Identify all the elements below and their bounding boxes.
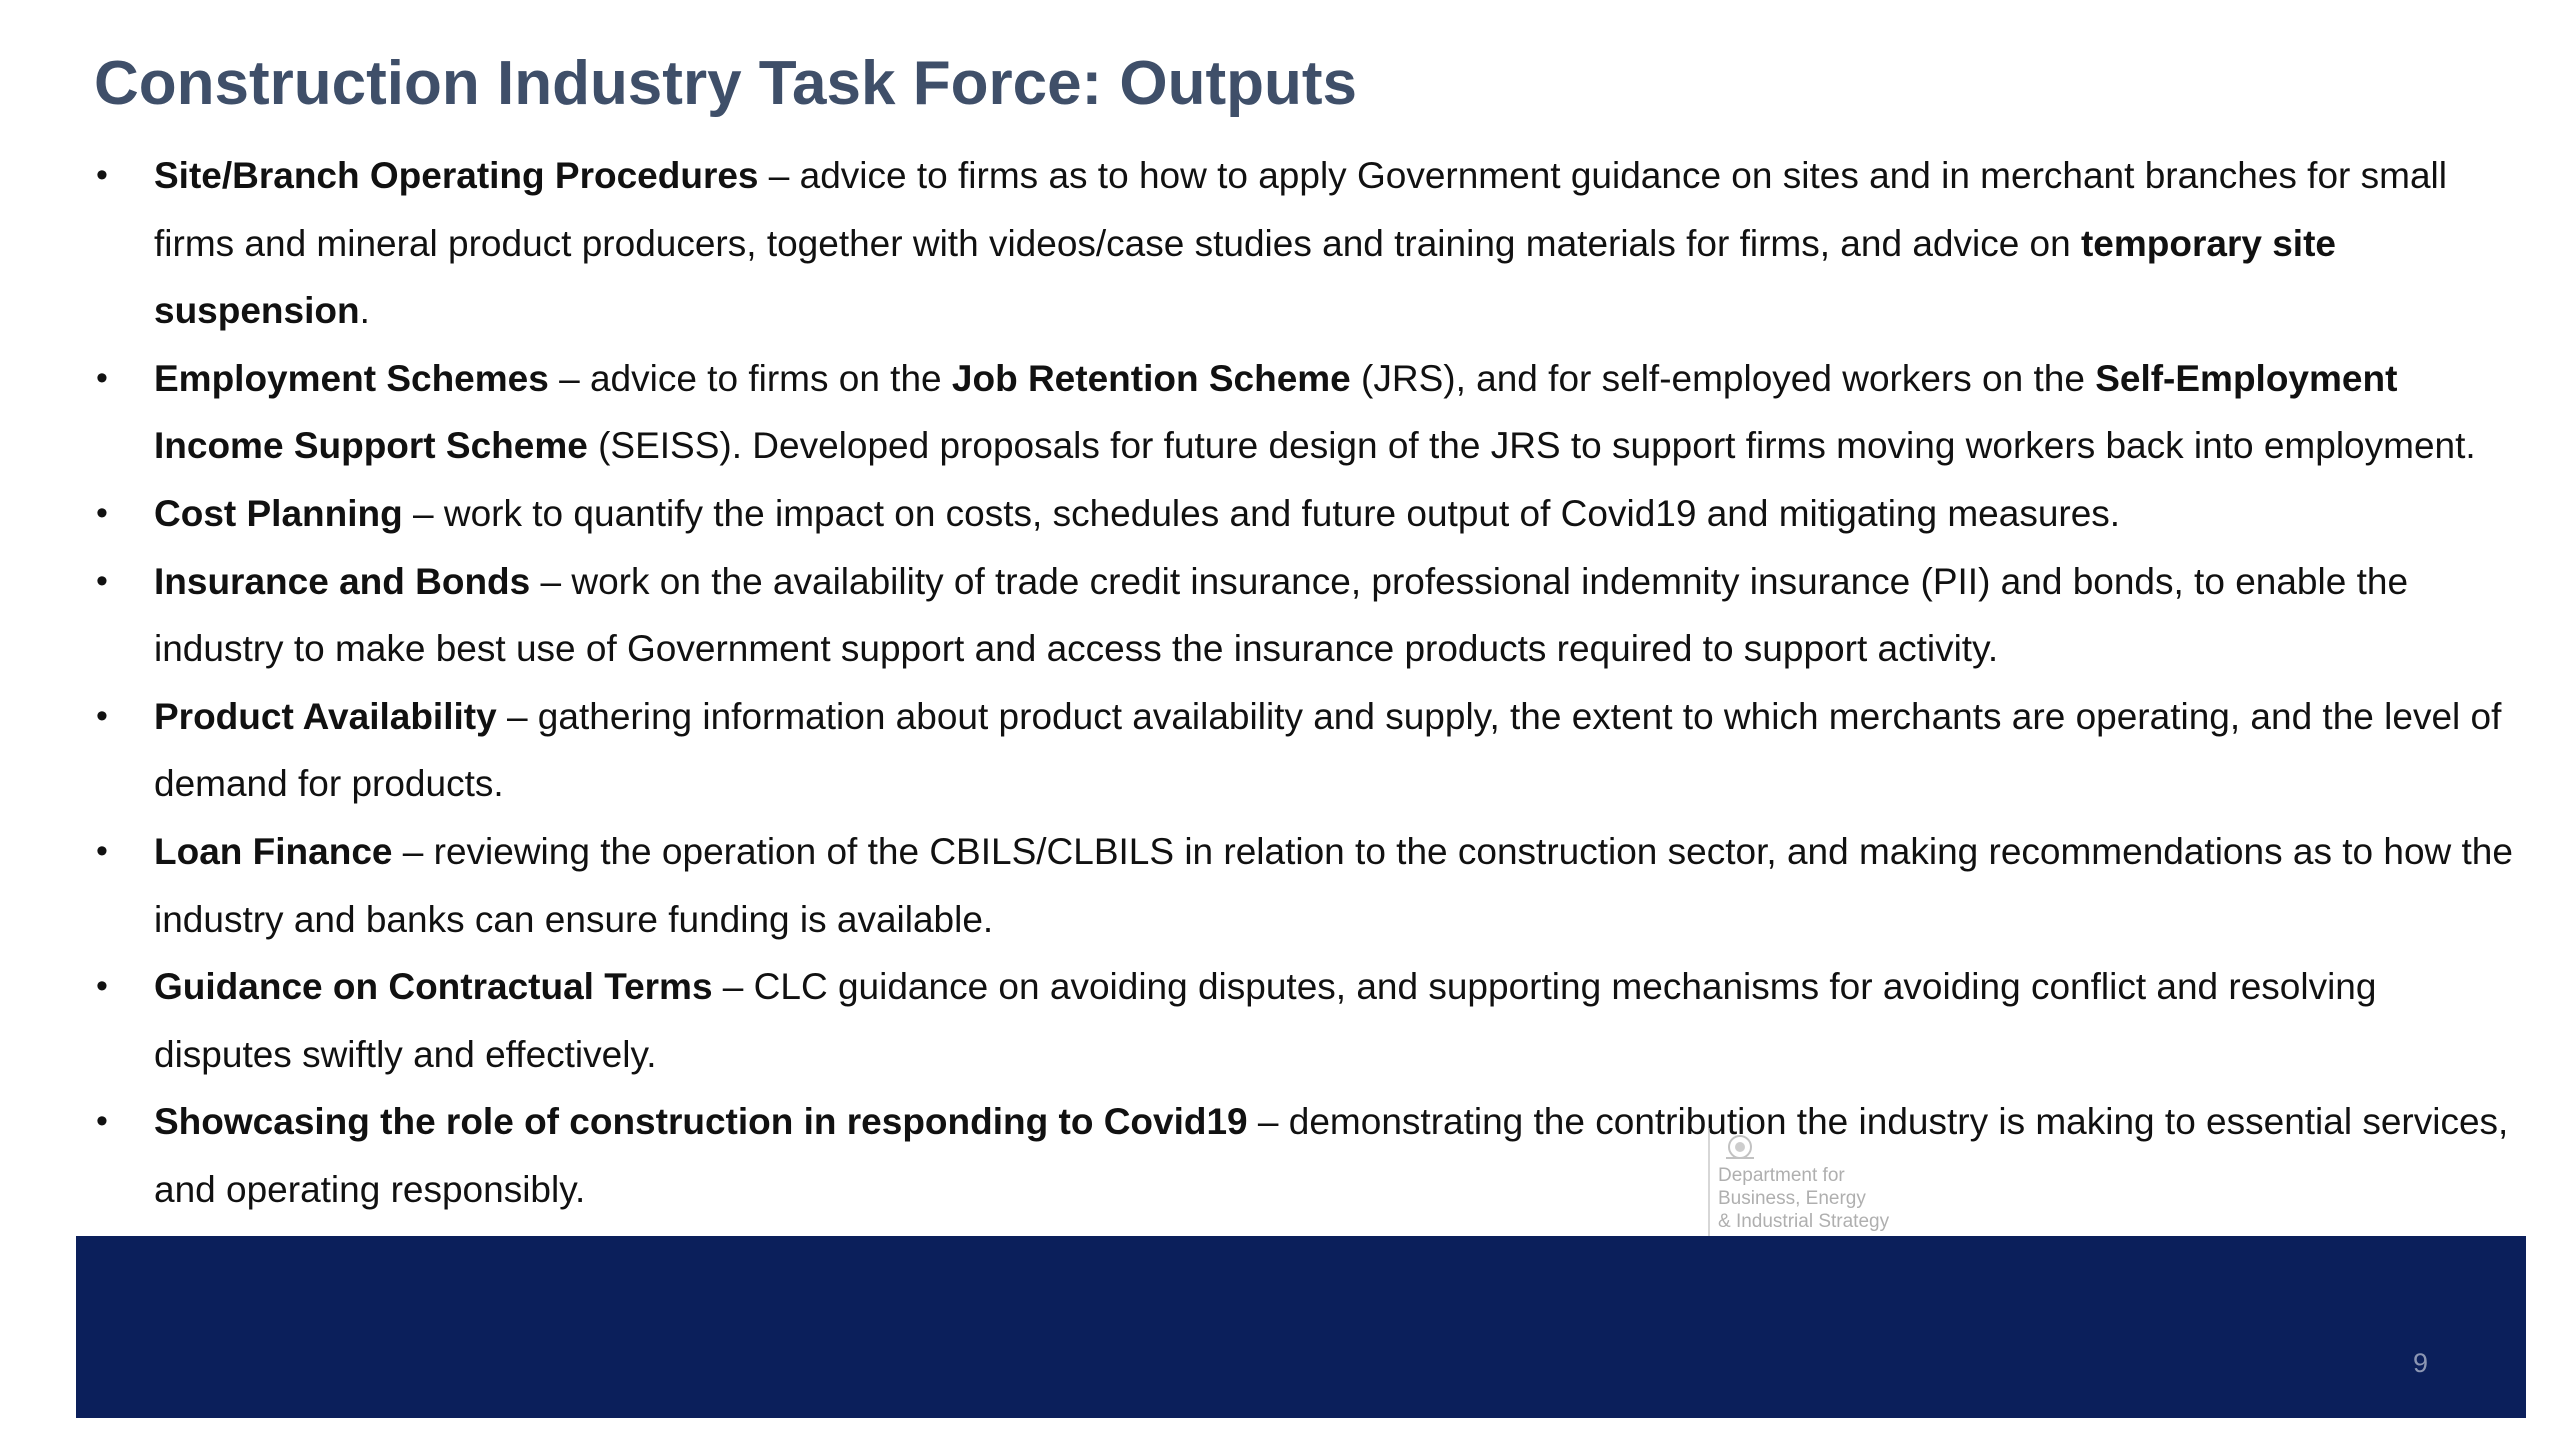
bullet-text: (SEISS). Developed proposals for future design of the JRS to support firms moving workers back into employment.	[587, 425, 2476, 467]
bullet-heading: Cost Planning	[154, 492, 403, 534]
bullet-text: – work on the availability of trade credit insurance, professional indemnity insurance (PII) and bonds, to enable the industry to make best use of Government support and access the insurance products required to support activity.	[154, 560, 2409, 670]
bullet-item	[90, 142, 2520, 345]
bullet-text: – demonstrating the contribution the industry is making to essential services, and operating responsibly.	[154, 1101, 2509, 1210]
bullet-text: – advice to firms as to how to apply Government guidance on sites and in merchant branches for small firms and mineral product producers, together with videos/case studies and training materials for firms, and advice on	[154, 155, 2447, 264]
bullet-dot: •	[96, 358, 108, 397]
bullet-dot: •	[96, 967, 108, 1006]
royal-crest-icon	[1722, 1132, 1758, 1162]
logo-line: & Industrial Strategy	[1718, 1211, 1890, 1232]
bullet-text: .	[359, 290, 370, 332]
department-logo	[1708, 1128, 1908, 1236]
bullet-list	[90, 142, 2520, 1224]
logo-line: Department for	[1718, 1165, 1845, 1186]
bullet-heading: Employment Schemes	[154, 357, 549, 399]
bullet-item	[90, 818, 2520, 953]
bullet-dot: •	[96, 831, 108, 870]
bullet-dot: •	[96, 696, 108, 735]
bullet-heading: Loan Finance	[154, 830, 393, 872]
bullet-text: – gathering information about product availability and supply, the extent to which merchants are operating, and the level of demand for products.	[154, 695, 2502, 805]
bullet-heading: Site/Branch Operating Procedures	[154, 155, 759, 196]
bullet-text: – CLC guidance on avoiding disputes, and supporting mechanisms for avoiding conflict and resolving disputes swiftly and effectively.	[154, 966, 2377, 1075]
bullet-heading: Job Retention Scheme	[951, 357, 1351, 399]
footer-bar	[76, 1236, 2526, 1418]
bullet-heading: Guidance on Contractual Terms	[154, 966, 713, 1008]
bullet-dot: •	[96, 1102, 108, 1141]
bullet-dot: •	[96, 561, 108, 600]
bullet-text: – work to quantify the impact on costs, schedules and future output of Covid19 and mitigating measures.	[402, 492, 2121, 534]
slide-title: Construction Industry Task Force: Outputs	[94, 49, 1358, 118]
bullet-heading: Showcasing the role of construction in responding to Covid19	[154, 1101, 1248, 1143]
bullet-text: – reviewing the operation of the CBILS/CLBILS in relation to the construction sector, and making recommendations as to how the industry and banks can ensure funding is available.	[154, 830, 2513, 940]
bullet-item	[90, 953, 2520, 1088]
logo-line: Business, Energy	[1718, 1188, 1866, 1209]
bullet-item	[90, 480, 2520, 548]
bullet-dot: •	[96, 493, 108, 532]
bullet-dot: •	[96, 156, 108, 194]
bullet-heading: Product Availability	[154, 695, 497, 737]
bullet-heading: Self-Employment Income Support Scheme	[154, 357, 2398, 467]
bullet-item	[90, 548, 2520, 683]
bullet-item	[90, 345, 2520, 480]
bullet-text: – advice to firms on the	[548, 357, 952, 399]
department-logo-text	[1718, 1164, 1908, 1233]
bullet-heading: Insurance and Bonds	[154, 560, 531, 602]
bullet-text: (JRS), and for self-employed workers on the	[1350, 357, 2096, 399]
bullet-item	[90, 683, 2520, 818]
page-number: 9	[2412, 1348, 2428, 1378]
bullet-heading: temporary site suspension	[154, 222, 2336, 332]
bullet-item	[90, 1088, 2520, 1223]
